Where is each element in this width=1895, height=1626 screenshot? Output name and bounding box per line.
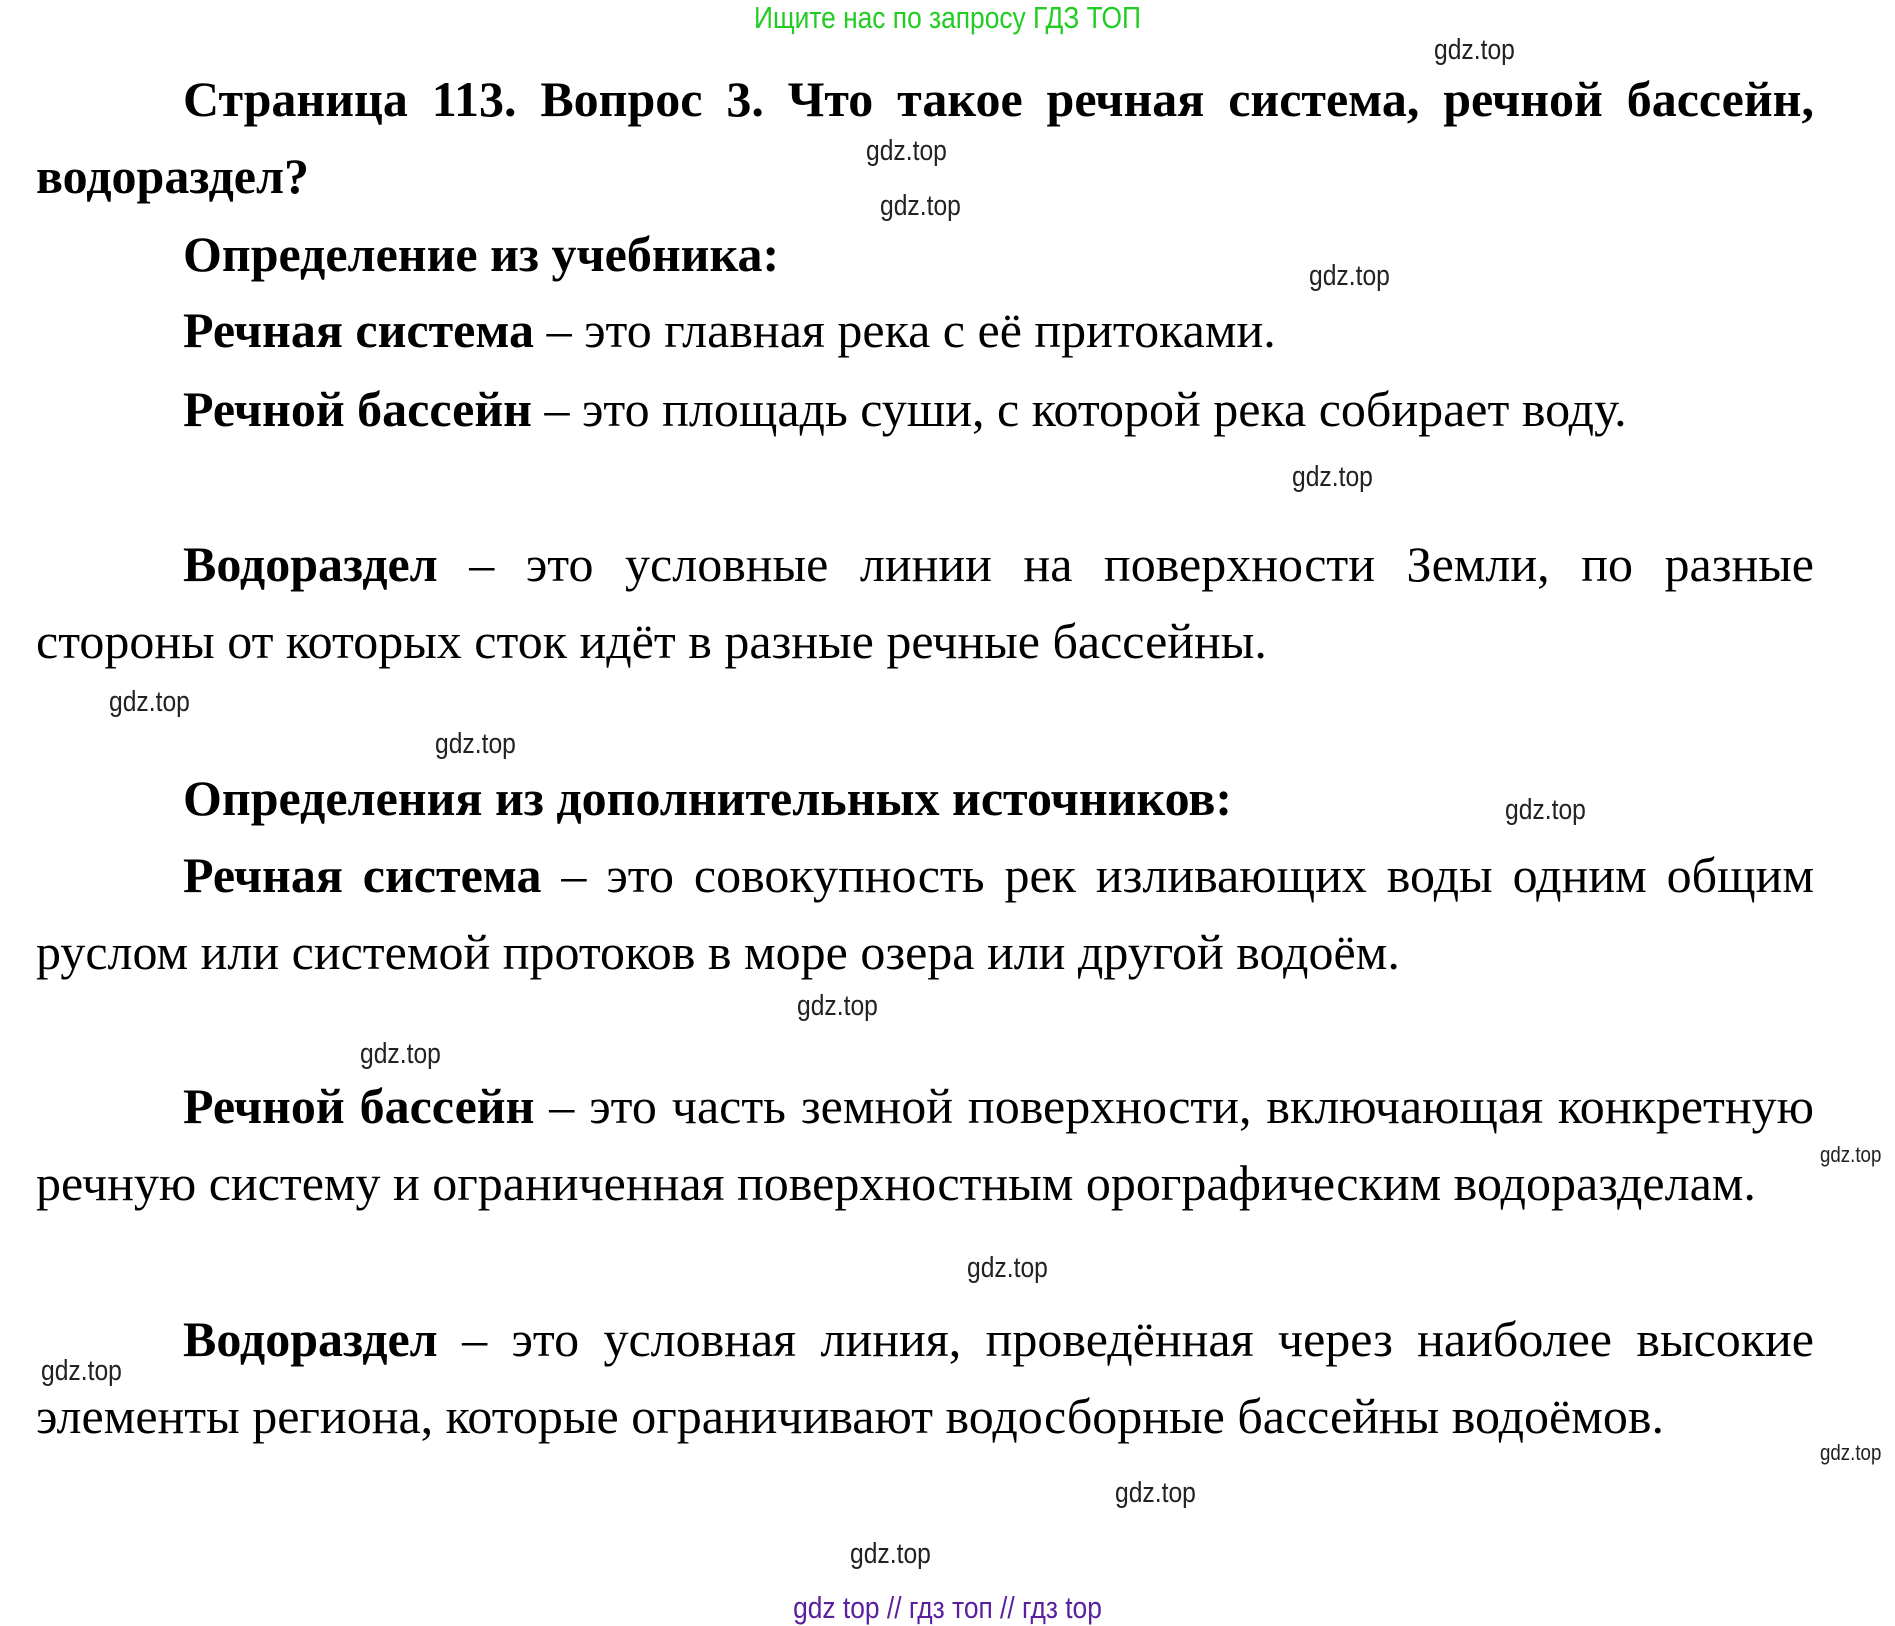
- watermark: gdz.top: [1820, 1142, 1882, 1167]
- definition-text: – это совокупность рек изливающих воды одним общим руслом или системой протоков в море озера или другой водоём.: [36, 847, 1814, 980]
- watermark: gdz.top: [1292, 461, 1373, 493]
- watermark: gdz.top: [109, 686, 190, 718]
- definition-text: – это условные линии на поверхности Земли, по разные стороны от которых сток идёт в разные речные бассейны.: [36, 536, 1814, 669]
- definition-river-system: [36, 292, 1814, 369]
- definition-text: – это условная линия, проведённая через наиболее высокие элементы региона, которые ограничивают водосборные бассейны водоёмов.: [36, 1311, 1814, 1444]
- term: Речной бассейн: [183, 1078, 535, 1134]
- watermark: gdz.top: [1115, 1477, 1196, 1509]
- watermark: gdz.top: [1434, 34, 1515, 66]
- watermark: gdz.top: [866, 135, 947, 167]
- watermark: gdz.top: [1820, 1440, 1882, 1465]
- watermark: gdz.top: [797, 990, 878, 1022]
- watermark: gdz.top: [880, 190, 961, 222]
- watermark: gdz.top: [967, 1252, 1048, 1284]
- definition-river-system-extra: [36, 837, 1814, 991]
- term: Речная система: [183, 847, 542, 903]
- footer-banner: gdz top // гдз топ // гдз top: [793, 1590, 1102, 1625]
- definition-text: – это площадь суши, с которой река собирает воду.: [531, 381, 1627, 437]
- section-heading-textbook: Определение из учебника:: [183, 226, 780, 282]
- section-heading-additional: Определения из дополнительных источников:: [183, 770, 1233, 826]
- definition-watershed: [36, 526, 1814, 680]
- term: Водораздел: [183, 536, 438, 592]
- term: Речная система: [183, 302, 535, 358]
- definition-watershed-extra: [36, 1301, 1814, 1455]
- search-hint-banner: Ищите нас по запросу ГДЗ ТОП: [754, 0, 1141, 35]
- term: Речной бассейн: [183, 381, 532, 437]
- definition-river-basin: [36, 371, 1814, 448]
- watermark: gdz.top: [1505, 794, 1586, 826]
- watermark: gdz.top: [1309, 260, 1390, 292]
- definition-river-basin-extra: [36, 1068, 1814, 1222]
- question-title: Страница 113. Вопрос 3. Что такое речная система, речной бассейн, водораздел?: [36, 71, 1814, 204]
- watermark: gdz.top: [41, 1355, 122, 1387]
- watermark: gdz.top: [850, 1538, 931, 1570]
- definition-text: – это часть земной поверхности, включающая конкретную речную систему и ограниченная поверхностным орографическим водоразделам.: [36, 1078, 1814, 1211]
- term: Водораздел: [183, 1311, 438, 1367]
- definition-text: – это главная река с её притоками.: [534, 302, 1276, 358]
- watermark: gdz.top: [435, 728, 516, 760]
- watermark: gdz.top: [360, 1038, 441, 1070]
